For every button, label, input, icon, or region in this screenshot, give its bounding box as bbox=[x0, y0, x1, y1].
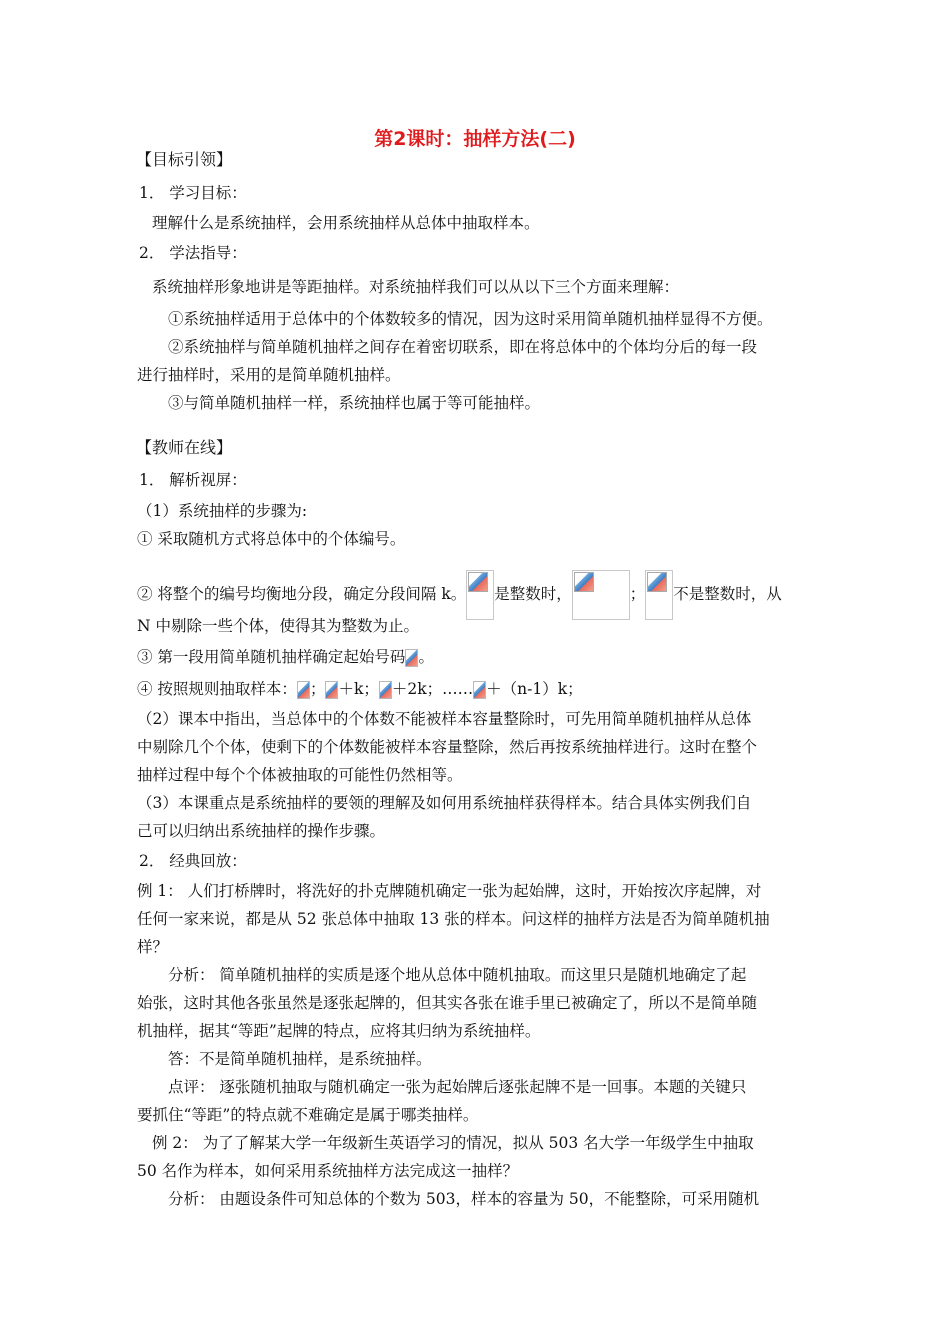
paragraph-steps-intro: （1）系统抽样的步骤为: bbox=[137, 502, 308, 520]
paragraph-goal: 理解什么是系统抽样，会用系统抽样从总体中抽取样本。 bbox=[152, 214, 540, 232]
image-icon bbox=[297, 681, 310, 699]
page-title: 第2课时：抽样方法(二) bbox=[374, 128, 576, 150]
formula-image-placeholder bbox=[645, 570, 673, 620]
section-heading-teacher: 【教师在线】 bbox=[136, 438, 233, 457]
comment-1a: 点评： 逐张随机抽取与随机确定一张为起始牌后逐张起牌不是一回事。本题的关键只 bbox=[168, 1078, 747, 1096]
example-1a: 例 1： 人们打桥牌时，将洗好的扑克牌随机确定一张为起始牌，这时，开始按次序起牌，对 bbox=[137, 882, 762, 900]
image-icon bbox=[405, 649, 418, 667]
example-1b: 任何一家来说，都是从 52 张总体中抽取 13 张的样本。问这样的抽样方法是否为简单随机抽 bbox=[137, 910, 770, 928]
paragraph-note-2c: 抽样过程中每个个体被抽取的可能性仍然相等。 bbox=[137, 766, 463, 784]
subheading-classic: 2． 经典回放： bbox=[139, 852, 247, 870]
paragraph-method-intro: 系统抽样形象地讲是等距抽样。对系统抽样我们可以从以下三个方面来理解： bbox=[152, 278, 680, 296]
formula-image-placeholder bbox=[466, 570, 494, 620]
paragraph-note-2a: （2）课本中指出，当总体中的个体数不能被样本容量整除时，可先用简单随机抽样从总体 bbox=[137, 710, 752, 728]
paragraph-point-3: ③与简单随机抽样一样，系统抽样也属于等可能抽样。 bbox=[168, 394, 541, 412]
subheading-analysis: 1． 解析视屏： bbox=[139, 471, 247, 489]
image-icon bbox=[325, 681, 338, 699]
analysis-1b: 始张，这时其他各张虽然是逐张起牌的，但其实各张在谁手里已被确定了，所以不是简单随 bbox=[137, 994, 758, 1012]
example-2b: 50 名作为样本，如何采用系统抽样方法完成这一抽样？ bbox=[137, 1162, 519, 1180]
section-heading-goals: 【目标引领】 bbox=[136, 150, 233, 169]
example-1c: 样？ bbox=[137, 938, 169, 956]
comment-1b: 要抓住“等距”的特点就不难确定是属于哪类抽样。 bbox=[137, 1106, 479, 1124]
step-2-continued: N 中剔除一些个体，使得其为整数为止。 bbox=[137, 617, 419, 635]
paragraph-note-2b: 中剔除几个个体，使剩下的个体数能被样本容量整除，然后再按系统抽样进行。这时在整个 bbox=[137, 738, 758, 756]
answer-1: 答：不是简单随机抽样，是系统抽样。 bbox=[168, 1050, 432, 1068]
step-4: ④ 按照规则抽取样本： ； ＋k； ＋2k；…… ＋（n-1）k； bbox=[137, 680, 583, 698]
subheading-learning-goal: 1． 学习目标： bbox=[139, 184, 247, 202]
example-2a: 例 2： 为了了解某大学一年级新生英语学习的情况，拟从 503 名大学一年级学生中抽取 bbox=[152, 1134, 754, 1152]
image-icon bbox=[574, 572, 594, 592]
step-3: ③ 第一段用简单随机抽样确定起始号码 。 bbox=[137, 648, 434, 666]
image-icon bbox=[379, 681, 392, 699]
step-1: ① 采取随机方式将总体中的个体编号。 bbox=[137, 530, 406, 548]
image-icon bbox=[647, 572, 667, 592]
analysis-1a: 分析： 简单随机抽样的实质是逐个地从总体中随机抽取。而这里只是随机地确定了起 bbox=[168, 966, 747, 984]
paragraph-point-2a: ②系统抽样与简单随机抽样之间存在着密切联系，即在将总体中的个体均分后的每一段 bbox=[168, 338, 758, 356]
image-icon bbox=[473, 681, 486, 699]
paragraph-point-2b: 进行抽样时，采用的是简单随机抽样。 bbox=[137, 366, 401, 384]
paragraph-note-3a: （3）本课重点是系统抽样的要领的理解及如何用系统抽样获得样本。结合具体实例我们自 bbox=[137, 794, 752, 812]
formula-image-placeholder bbox=[572, 570, 630, 620]
paragraph-point-1: ①系统抽样适用于总体中的个体数较多的情况，因为这时采用简单随机抽样显得不方便。 bbox=[168, 310, 773, 328]
paragraph-note-3b: 己可以归纳出系统抽样的操作步骤。 bbox=[137, 822, 386, 840]
step-2-line: ② 将整个的编号均衡地分段，确定分段间隔 k。 是整数时， ； 不是整数时，从 bbox=[137, 570, 782, 620]
image-icon bbox=[468, 572, 488, 592]
analysis-2a: 分析： 由题设条件可知总体的个数为 503，样本的容量为 50，不能整除，可采用随机 bbox=[168, 1190, 760, 1208]
subheading-method: 2． 学法指导： bbox=[139, 244, 247, 262]
analysis-1c: 机抽样，据其“等距”起牌的特点，应将其归纳为系统抽样。 bbox=[137, 1022, 541, 1040]
